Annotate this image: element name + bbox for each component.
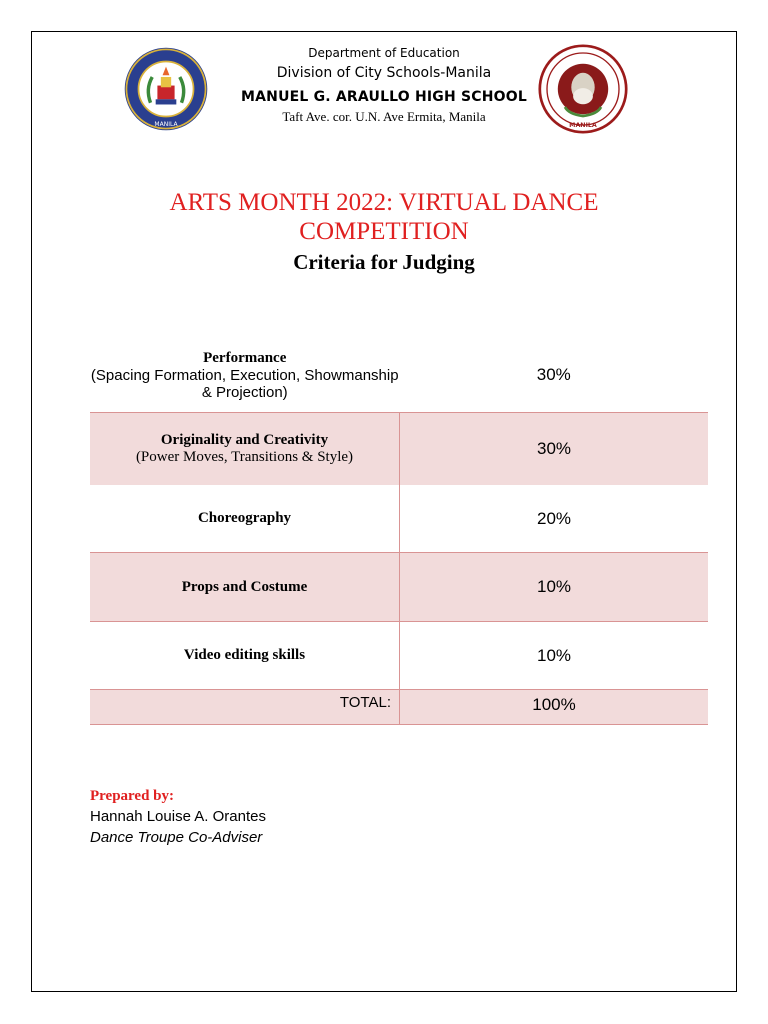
svg-text:MANILA: MANILA (154, 120, 178, 128)
criterion-description: (Power Moves, Transitions & Style) (135, 449, 354, 465)
table-row (90, 553, 708, 622)
preparer-role: Dance Troupe Co-Adviser (90, 829, 263, 846)
criterion-percent: 30% (536, 365, 571, 384)
criterion-cell (90, 413, 400, 486)
total-label: TOTAL: (339, 693, 391, 711)
criterion-name: Video editing skills (183, 647, 306, 663)
total-value: 100% (532, 695, 576, 714)
criterion-name: Originality and Creativity (160, 432, 329, 448)
total-row (90, 690, 708, 725)
criterion-cell (90, 622, 400, 690)
criterion-cell (90, 553, 400, 622)
table-row (90, 338, 708, 413)
criterion-description: (Spacing Formation, Execution, Showmanship & Projection) (90, 366, 399, 401)
table-row (90, 485, 708, 553)
prepared-by-label: Prepared by: (90, 788, 175, 804)
criteria-table (90, 338, 708, 725)
table-row (90, 622, 708, 690)
criterion-cell (90, 338, 400, 413)
total-value-cell (400, 690, 709, 725)
criterion-name: Choreography (197, 510, 292, 526)
criterion-percent: 30% (400, 413, 709, 486)
criterion-name: Props and Costume (181, 578, 308, 595)
page-subtitle: Criteria for Judging (293, 250, 475, 274)
preparer-name: Hannah Louise A. Orantes (90, 808, 266, 825)
criterion-percent: 20% (536, 508, 572, 528)
department-name: Department of Education (308, 46, 460, 60)
total-label-cell (90, 690, 400, 725)
division-name: Division of City Schools-Manila (276, 65, 492, 81)
criterion-percent: 10% (400, 553, 709, 622)
criterion-percent: 10% (536, 645, 572, 665)
page-title: ARTS MONTH 2022: VIRTUAL DANCE COMPETITION (169, 189, 599, 245)
school-address: Taft Ave. cor. U.N. Ave Ermita, Manila (282, 109, 486, 124)
school-name: MANUEL G. ARAULLO HIGH SCHOOL (240, 89, 527, 105)
criterion-cell (90, 485, 400, 553)
svg-text:MANILA: MANILA (569, 121, 597, 129)
criterion-name: Performance (203, 349, 287, 366)
table-row (90, 413, 708, 486)
